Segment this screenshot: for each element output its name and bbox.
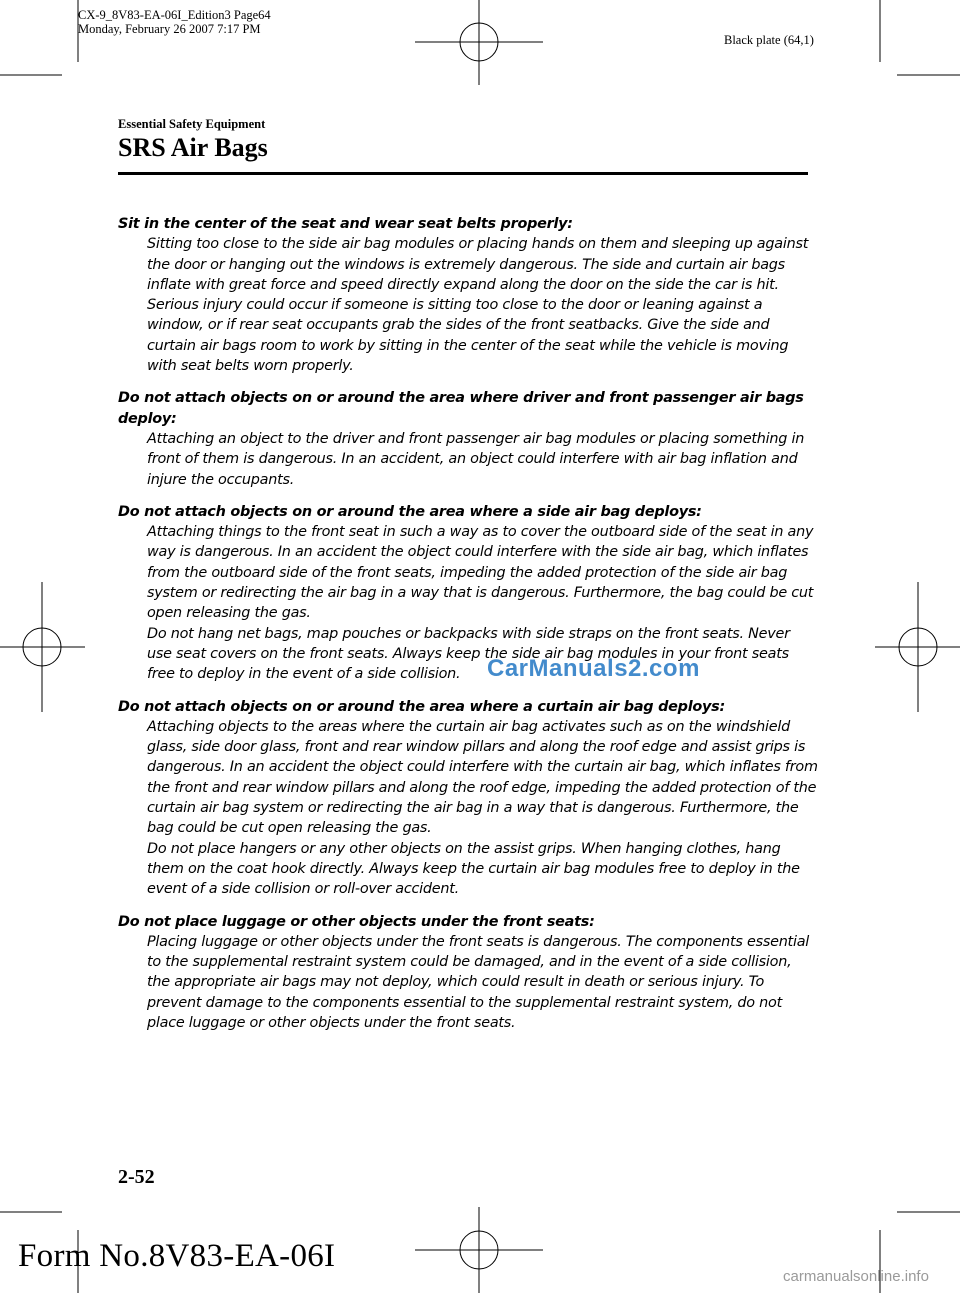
item-heading: Sit in the center of the seat and wear seat belts properly: xyxy=(118,216,573,232)
item-heading: Do not attach objects on or around the area where a side air bag deploys: xyxy=(118,503,702,520)
print-header xyxy=(78,8,271,36)
registration-target-right xyxy=(875,582,960,712)
item-body xyxy=(118,717,818,900)
registration-target-top xyxy=(415,0,543,85)
item-paragraph: Attaching an object to the driver and front passenger air bag modules or placing something in front of them is dangerous. In an accident, an object could interfere with air bag inflation and injure the occupants. xyxy=(147,430,805,488)
footer-watermark: carmanualsonline.info xyxy=(783,1268,929,1285)
title-rule xyxy=(118,172,808,175)
item-body xyxy=(118,234,818,376)
item-paragraph: Placing luggage or other objects under the front seats is dangerous. The components essential to the supplemental restraint system could be damaged, and in the event of a side collision, the appropriate air bags may not deploy, which could result in death or serious injury. To prevent damage to the components essential to the supplemental restraint system, do not place luggage or other objects under the front seats. xyxy=(147,933,810,1031)
item-paragraph: Sitting too close to the side air bag modules or placing hands on them and sleeping up against the door or hanging out the windows is extremely dangerous. The side and curtain air bags inflate with great force and speed directly expand along the door on the side the car is hit. Serious injury could occur if someone is sitting too close to the door or leaning against a window, or if rear seat occupants grab the sides of the front seatbacks. Give the side and curtain air bags room to work by sitting in the center of the seat while the vehicle is moving with seat belts worn properly. xyxy=(147,236,809,375)
plate-label: Black plate (64,1) xyxy=(724,33,814,47)
page-title: SRS Air Bags xyxy=(118,133,268,162)
body-content xyxy=(118,214,818,1045)
item-heading: Do not place luggage or other objects under the front seats: xyxy=(118,913,595,930)
item-paragraph: Attaching objects to the areas where the curtain air bag activates such as on the windshield glass, side door glass, front and rear window pillars and along the roof edge and assist grips is dangerous. In an accident the object could interfere with the curtain air bag, which inflates from the front and rear window pillars and along the roof edge, impeding the added protection of the curtain air bag system or redirecting the air bag in a way that is dangerous. Furthermore, the bag could be cut open releasing the gas. xyxy=(147,718,818,837)
page-number: 2-52 xyxy=(118,1166,155,1188)
item-body xyxy=(118,429,818,490)
caution-item xyxy=(118,697,818,900)
caution-item xyxy=(118,388,818,489)
item-body xyxy=(118,522,818,684)
item-body xyxy=(118,932,818,1033)
item-heading: Do not attach objects on or around the area where a curtain air bag deploys: xyxy=(118,698,725,715)
caution-item xyxy=(118,502,818,685)
print-file-line: CX-9_8V83-EA-06I_Edition3 Page64 xyxy=(78,8,271,22)
section-label: Essential Safety Equipment xyxy=(118,117,266,131)
registration-target-bottom xyxy=(415,1207,543,1293)
watermark-logo: CarManuals2.com xyxy=(487,655,700,682)
item-paragraph: Attaching things to the front seat in such a way as to cover the outboard side of the seat in any way is dangerous. In an accident the object could interfere with the side air bag, which inflates from the outboard side of the front seats, impeding the added protection of the side air bag system or redirecting the air bag in a way that is dangerous. Furthermore, the bag could be cut open releasing the gas. xyxy=(147,524,814,622)
registration-target-left xyxy=(0,582,85,712)
print-date-line: Monday, February 26 2007 7:17 PM xyxy=(78,22,261,36)
form-number: Form No.8V83-EA-06I xyxy=(18,1238,336,1274)
item-paragraph: Do not hang net bags, map pouches or backpacks with side straps on the front seats. Never use seat covers on the front seats. Always keep the side air bag modules in your front seats free to deploy in the event of a side collision. xyxy=(147,625,790,683)
item-paragraph: Do not place hangers or any other objects on the assist grips. When hanging clothes, hang them on the coat hook directly. Always keep the curtain air bag modules free to deploy in the event of a side collision or roll-over accident. xyxy=(147,840,800,898)
caution-item xyxy=(118,214,818,376)
caution-item xyxy=(118,912,818,1034)
item-heading: Do not attach objects on or around the area where driver and front passenger air bags deploy: xyxy=(118,390,804,427)
